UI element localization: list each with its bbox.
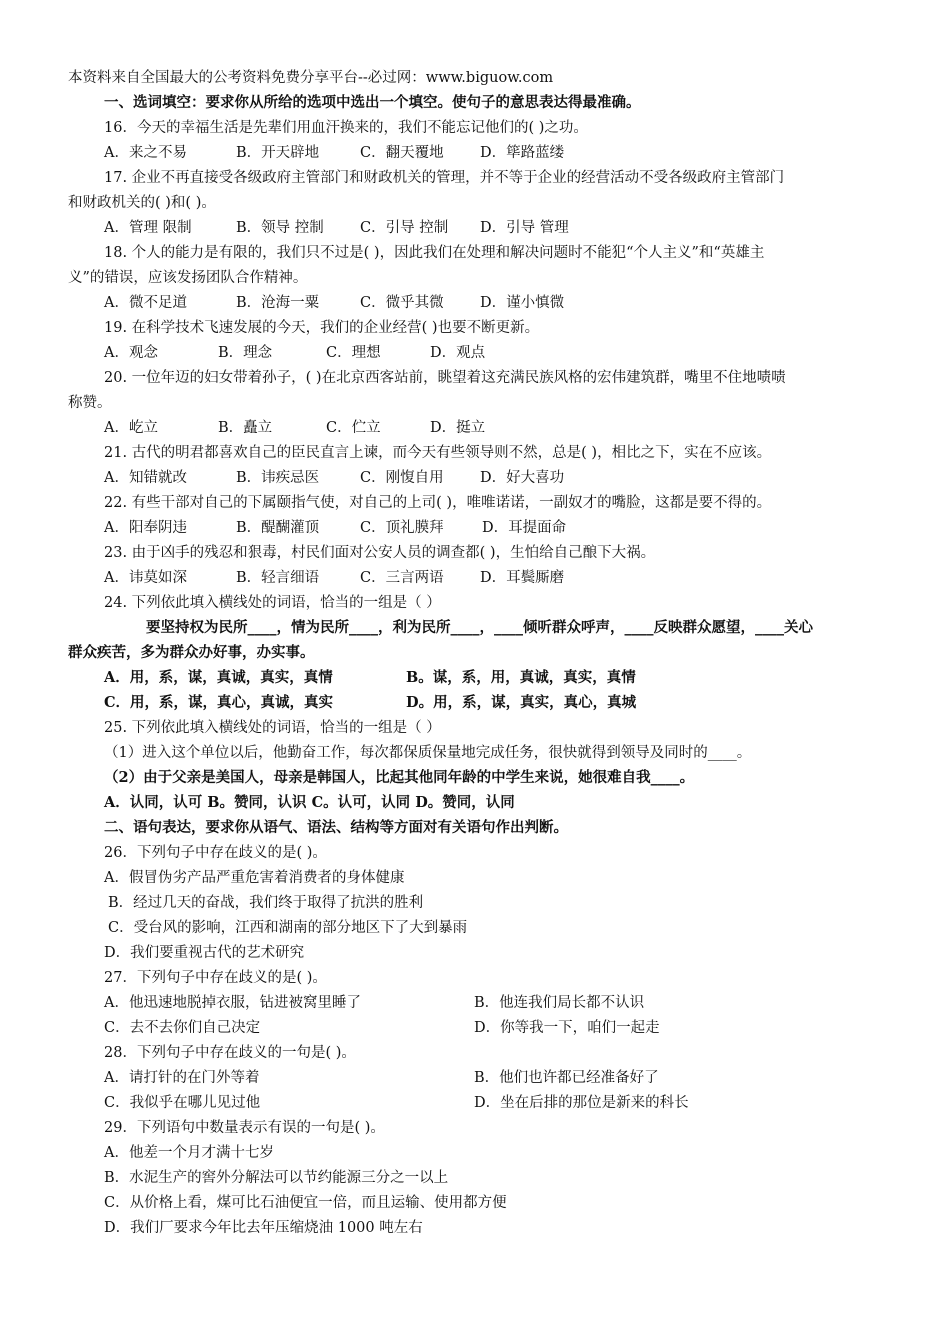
q20-stem-line2: 称赞。 <box>68 395 112 411</box>
q21-stem: 21. 古代的明君都喜欢自己的臣民直言上谏，而今天有些领导则不然，总是( )，相比之下，实在不应该。 <box>104 445 772 461</box>
q22-stem: 22. 有些干部对自己的下属颐指气使，对自己的上司( )，唯唯诺诺，一副奴才的嘴脸，这都是要不得的。 <box>104 495 772 511</box>
q25-options: A．认同，认可 B。赞同，认识 C。认可，认同 D。赞同，认同 <box>104 794 515 811</box>
q24-option-d: D。用，系，谋，真实，真心，真城 <box>406 694 637 711</box>
q23-stem: 23. 由于凶手的残忍和狠毒，村民们面对公安人员的调查都( )，生怕给自己酿下大祸。 <box>104 545 656 561</box>
q25-stem: 25. 下列依此填入横线处的词语，恰当的一组是（ ） <box>104 720 441 736</box>
q19-stem: 19. 在科学技术飞速发展的今天，我们的企业经营( )也要不断更新。 <box>104 320 540 336</box>
q24-text-line2: 群众疾苦，多为群众办好事，办实事。 <box>68 644 315 661</box>
q29-option-a: A．他差一个月才满十七岁 <box>104 1145 274 1161</box>
q17-option-a: A．管理 限制 <box>104 220 192 236</box>
q29-option-d: D．我们厂要求今年比去年压缩烧油 1000 吨左右 <box>104 1220 423 1236</box>
q26-stem: 26．下列句子中存在歧义的是( )。 <box>104 845 327 861</box>
q28-option-b: B．他们也许都已经准备好了 <box>474 1070 659 1086</box>
q19-option-c: C．理想 <box>326 345 381 361</box>
q25-sentence-1: （1）进入这个单位以后，他勤奋工作，每次都保质保量地完成任务，很快就得到领导及同时的____。 <box>104 745 752 761</box>
q18-stem-line2: 义”的错误，应该发扬团队合作精神。 <box>68 270 308 286</box>
q26-option-d: D．我们要重视古代的艺术研究 <box>104 945 305 961</box>
header-line: 本资料来自全国最大的公考资料免费分享平台--必过网：www.biguow.com <box>68 70 554 86</box>
q17-stem-line1: 17. 企业不再直接受各级政府主管部门和财政机关的管理，并不等于企业的经营活动不受各级政府主管部门 <box>104 170 785 186</box>
q19-option-b: B．理念 <box>218 345 273 361</box>
q20-option-a: A．屹立 <box>104 420 158 436</box>
q17-stem-line2: 和财政机关的( )和( )。 <box>68 195 216 211</box>
q21-option-b: B．讳疾忌医 <box>236 470 320 486</box>
q29-stem: 29．下列语句中数量表示有误的一句是( )。 <box>104 1120 385 1136</box>
q28-option-d: D．坐在后排的那位是新来的科长 <box>474 1095 689 1111</box>
q26-option-c: C．受台风的影响，江西和湖南的部分地区下了大到暴雨 <box>108 920 468 936</box>
q21-option-c: C．刚愎自用 <box>360 470 444 486</box>
q17-option-c: C．引导 控制 <box>360 220 449 236</box>
q16-option-b: B．开天辟地 <box>236 145 320 161</box>
q26-option-b: B．经过几天的奋战，我们终于取得了抗洪的胜利 <box>108 895 424 911</box>
q24-option-a: A．用，系，谋，真诚，真实，真情 <box>104 669 333 686</box>
q18-option-d: D．谨小慎微 <box>480 295 565 311</box>
q27-option-d: D．你等我一下，咱们一起走 <box>474 1020 660 1036</box>
q20-option-c: C．伫立 <box>326 420 381 436</box>
q18-option-a: A．微不足道 <box>104 295 187 311</box>
q27-stem: 27．下列句子中存在歧义的是( )。 <box>104 970 327 986</box>
q18-option-c: C．微乎其微 <box>360 295 444 311</box>
q22-option-b: B．醍醐灌顶 <box>236 520 320 536</box>
q23-option-c: C．三言两语 <box>360 570 444 586</box>
q24-option-c: C．用，系，谋，真心，真诚，真实 <box>104 694 334 711</box>
q16-option-d: D．筚路蓝缕 <box>480 145 565 161</box>
q28-option-c: C．我似乎在哪儿见过他 <box>104 1095 261 1111</box>
q28-stem: 28．下列句子中存在歧义的一句是( )。 <box>104 1045 356 1061</box>
q23-option-b: B．轻言细语 <box>236 570 320 586</box>
q24-option-b: B。谋，系，用，真诚，真实，真情 <box>406 669 636 686</box>
q27-option-c: C．去不去你们自己决定 <box>104 1020 261 1036</box>
q28-option-a: A．请打针的在门外等着 <box>104 1070 260 1086</box>
q19-option-d: D．观点 <box>430 345 486 361</box>
q16-option-a: A．来之不易 <box>104 145 187 161</box>
q16-option-c: C．翻天覆地 <box>360 145 444 161</box>
q24-stem: 24. 下列依此填入横线处的词语，恰当的一组是（ ） <box>104 595 441 611</box>
q22-option-d: D．耳提面命 <box>482 520 567 536</box>
q19-option-a: A．观念 <box>104 345 158 361</box>
q20-option-d: D．挺立 <box>430 420 486 436</box>
q22-option-c: C．顶礼膜拜 <box>360 520 444 536</box>
q18-option-b: B．沧海一粟 <box>236 295 320 311</box>
q18-stem-line1: 18. 个人的能力是有限的，我们只不过是( )，因此我们在处理和解决问题时不能犯“个人主义”和“英雄主 <box>104 245 765 261</box>
section2-title: 二、语句表达，要求你从语气、语法、结构等方面对有关语句作出判断。 <box>104 819 568 836</box>
q26-option-a: A．假冒伪劣产品严重危害着消费者的身体健康 <box>104 870 405 886</box>
q17-option-b: B．领导 控制 <box>236 220 324 236</box>
q29-option-b: B．水泥生产的窖外分解法可以节约能源三分之一以上 <box>104 1170 449 1186</box>
q21-option-a: A．知错就改 <box>104 470 187 486</box>
q27-option-b: B．他连我们局长都不认识 <box>474 995 645 1011</box>
q21-option-d: D．好大喜功 <box>480 470 565 486</box>
q27-option-a: A．他迅速地脱掉衣服，钻进被窝里睡了 <box>104 995 361 1011</box>
q20-option-b: B．矗立 <box>218 420 273 436</box>
q29-option-c: C．从价格上看，煤可比石油便宜一倍，而且运输、使用都方便 <box>104 1195 507 1211</box>
q23-option-d: D．耳鬓厮磨 <box>480 570 565 586</box>
q20-stem-line1: 20. 一位年迈的妇女带着孙子，( )在北京西客站前，眺望着这充满民族风格的宏伟建筑群，嘴里不住地啧啧 <box>104 370 786 386</box>
q16-stem: 16．今天的幸福生活是先辈们用血汗换来的，我们不能忘记他们的( )之功。 <box>104 120 588 136</box>
q17-option-d: D．引导 管理 <box>480 220 569 236</box>
q23-option-a: A．讳莫如深 <box>104 570 187 586</box>
q25-sentence-2: （2）由于父亲是美国人，母亲是韩国人，比起其他同年龄的中学生来说，她很难自我____。 <box>104 769 695 786</box>
q22-option-a: A．阳奉阴违 <box>104 520 187 536</box>
section1-title: 一、选词填空：要求你从所给的选项中选出一个填空。使句子的意思表达得最准确。 <box>104 94 641 111</box>
q24-text-line1: 要坚持权为民所____，情为民所____，利为民所____，____倾听群众呼声，____反映群众愿望，____关心 <box>146 619 813 636</box>
